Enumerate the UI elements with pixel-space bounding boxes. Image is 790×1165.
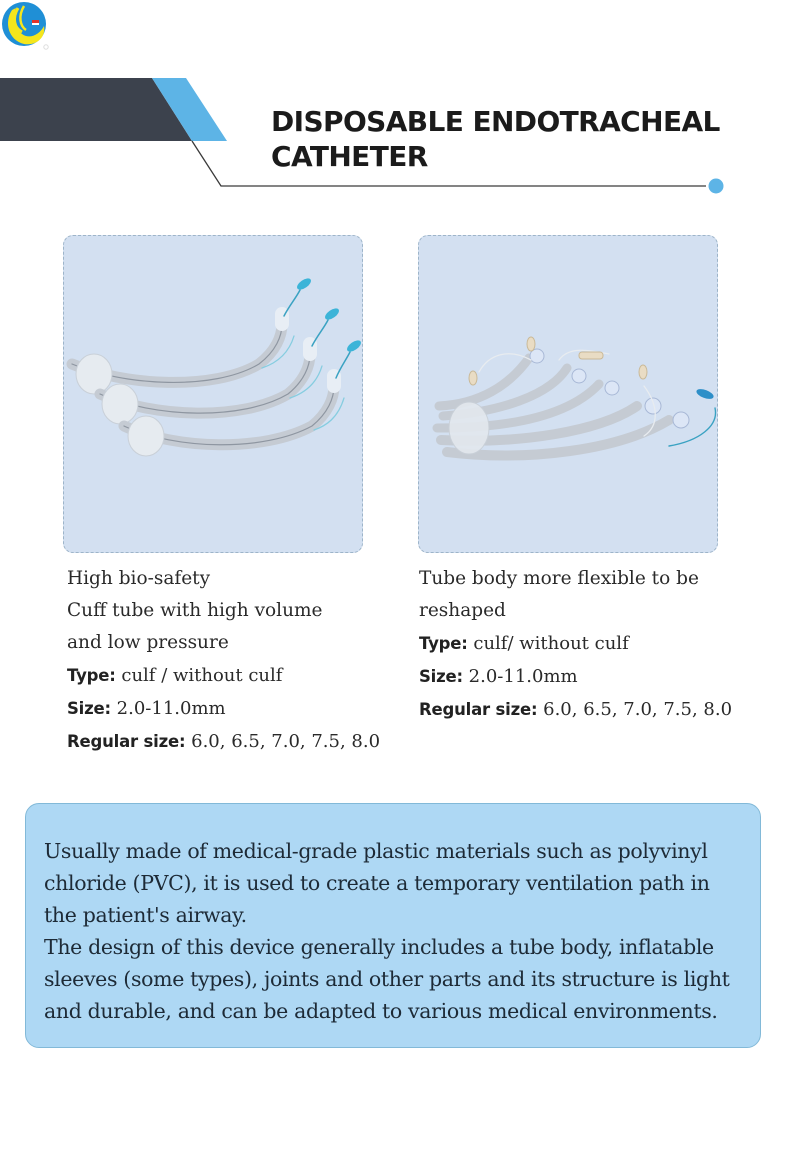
feature-text: Cuff tube with high volume bbox=[67, 600, 323, 621]
spec-value: 2.0-11.0mm bbox=[462, 666, 578, 687]
description-paragraph-1: Usually made of medical-grade plastic materials such as polyvinyl chloride (PVC), it is used to create a temporary ventilation path in the patient's airway. bbox=[44, 839, 710, 927]
title-line-2: CATHETER bbox=[271, 140, 428, 173]
spec-value: 2.0-11.0mm bbox=[110, 698, 226, 719]
spec-value: 6.0, 6.5, 7.0, 7.5, 8.0 bbox=[185, 731, 381, 752]
spec-label: Regular size: bbox=[419, 700, 538, 719]
page-title bbox=[271, 104, 741, 174]
spec-value: culf/ without culf bbox=[467, 633, 629, 654]
spec-regular-size bbox=[419, 693, 759, 726]
product-image-flexible-tubes bbox=[418, 235, 718, 553]
company-logo-icon bbox=[0, 0, 52, 52]
feature-text: reshaped bbox=[419, 600, 506, 621]
feature-text: Tube body more flexible to be bbox=[419, 568, 699, 589]
spec-size bbox=[419, 660, 759, 693]
product-specs-right bbox=[419, 563, 759, 726]
spec-label: Type: bbox=[419, 634, 468, 653]
feature-text: High bio-safety bbox=[67, 568, 211, 589]
tube-illustration bbox=[72, 276, 363, 456]
spec-size bbox=[67, 692, 397, 725]
spec-label: Type: bbox=[67, 666, 116, 685]
spec-type bbox=[67, 659, 397, 692]
product-image-cuffed-tubes bbox=[63, 235, 363, 553]
spec-label: Regular size: bbox=[67, 732, 186, 751]
description-box bbox=[25, 803, 761, 1048]
spec-type bbox=[419, 627, 759, 660]
feature-text: and low pressure bbox=[67, 632, 229, 653]
description-paragraph-2: The design of this device generally includes a tube body, inflatable sleeves (some types), joints and other parts and its structure is light and durable, and can be adapted to various medical environments. bbox=[44, 935, 730, 1023]
header-banner bbox=[0, 0, 790, 200]
title-line-1: DISPOSABLE ENDOTRACHEAL bbox=[271, 105, 720, 138]
spec-label: Size: bbox=[67, 699, 111, 718]
tube-illustration bbox=[437, 337, 716, 455]
spec-value: culf / without culf bbox=[115, 665, 283, 686]
spec-regular-size bbox=[67, 725, 397, 758]
spec-label: Size: bbox=[419, 667, 463, 686]
spec-value: 6.0, 6.5, 7.0, 7.5, 8.0 bbox=[537, 699, 733, 720]
product-specs-left bbox=[67, 563, 397, 758]
